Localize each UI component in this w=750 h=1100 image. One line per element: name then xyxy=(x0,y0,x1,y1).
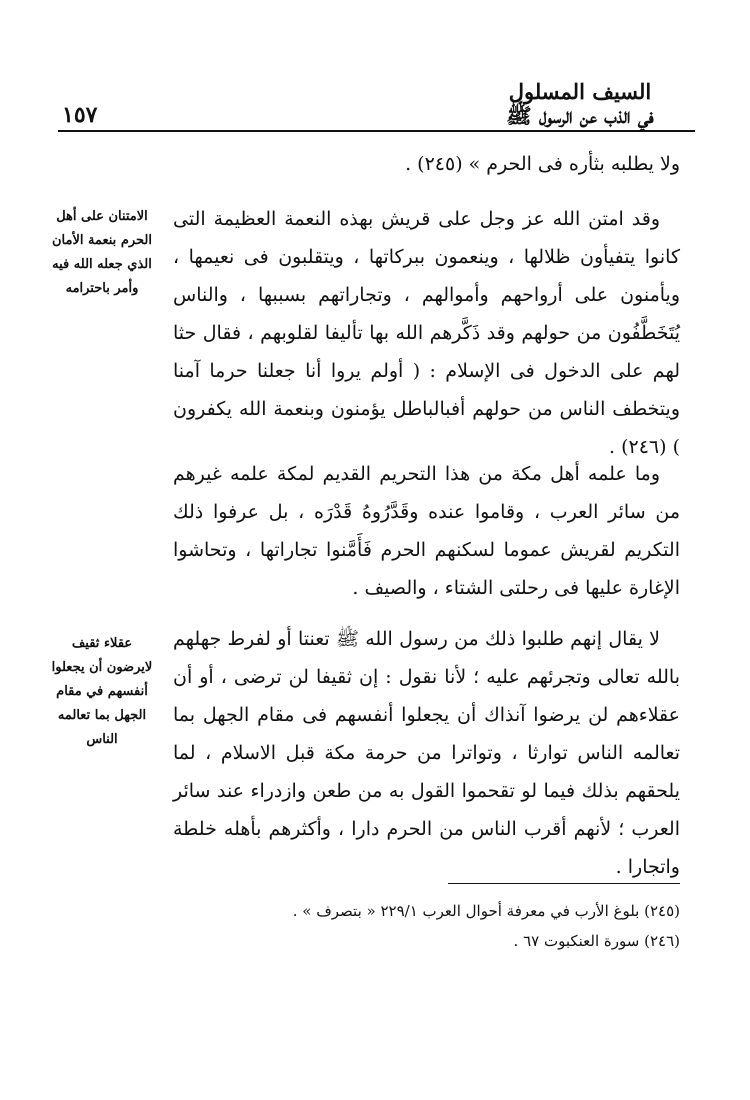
paragraph-3: وما علمه أهل مكة من هذا التحريم القديم لمكة علمه غيرهم من سائر العرب ، وقاموا عنده وقَدَّرُوهُ قَدْرَه ، بل عرفوا ذلك التكريم لقريش عموما لسكنهم الحرم فَأَمَّنوا تجاراتها ، وتحاشوا الإغارة عليها فى رحلتى الشتاء ، والصيف . xyxy=(173,463,680,599)
footnote-245: (٢٤٥) بلوغ الأرب في معرفة أحوال العرب ٢٢٩/١ « بتصرف » . xyxy=(292,902,680,920)
side-note-1: الامتنان على أهل الحرم بنعمة الأمان الذي جعله الله فيه وأمر باحترامه xyxy=(51,209,153,296)
footnote-rule xyxy=(448,883,680,884)
book-title-line1: السيف المسلول xyxy=(508,79,652,104)
book-title xyxy=(465,80,695,128)
side-note-2: عقلاء ثقيف لايرضون أن يجعلوا أنفسهم في مقام الجهل بما تعالمه الناس xyxy=(51,636,153,747)
book-title-line2: في الذب عن الرسول ﷺ xyxy=(506,103,654,128)
paragraph-2: وقد امتن الله عز وجل على قريش بهذه النعمة العظيمة التى كانوا يتفيأون ظلالها ، وينعمون ببركاتها ، ويتقلبون فى نعيمها ، ويأمنون على أرواحهم وأموالهم ، وتجاراتهم بسببها ، والناس يُتَخَطَّفُون من حولهم وقد ذَكَّرهم الله بها تأليفا لقلوبهم ، فقال حثا لهم على الدخول فى الإسلام : ( أولم يروا أنا جعلنا حرما آمنا ويتخطف الناس من حولهم أفبالباطل يؤمنون وبنعمة الله يكفرون ) (٢٤٦) . xyxy=(173,208,680,458)
header-rule xyxy=(58,130,695,132)
paragraph-1: ولا يطلبه بثأره فى الحرم » (٢٤٥) . xyxy=(405,153,680,175)
page-number: ١٥٧ xyxy=(62,102,98,128)
footnote-246: (٢٤٦) سورة العنكبوت ٦٧ . xyxy=(513,932,680,950)
paragraph-4: لا يقال إنهم طلبوا ذلك من رسول الله ﷺ تعنتا أو لفرط جهلهم بالله تعالى وتجرئهم عليه ؛ لأنا نقول : إن ثقيفا لن ترضى ، أو أن عقلاءهم لن يرضوا آنذاك أن يجعلوا أنفسهم فى مقام الجهل بما تعالمه الناس توارثا ، وتواترا من حرمة مكة قبل الاسلام ، لما يلحقهم بذلك فيما لو تقحموا القول به من طعن وازدراء عند سائر العرب ؛ لأنهم أقرب الناس من الحرم دارا ، وأكثرهم بأهله خلطة واتجارا . xyxy=(173,628,680,878)
page-header xyxy=(58,80,695,128)
